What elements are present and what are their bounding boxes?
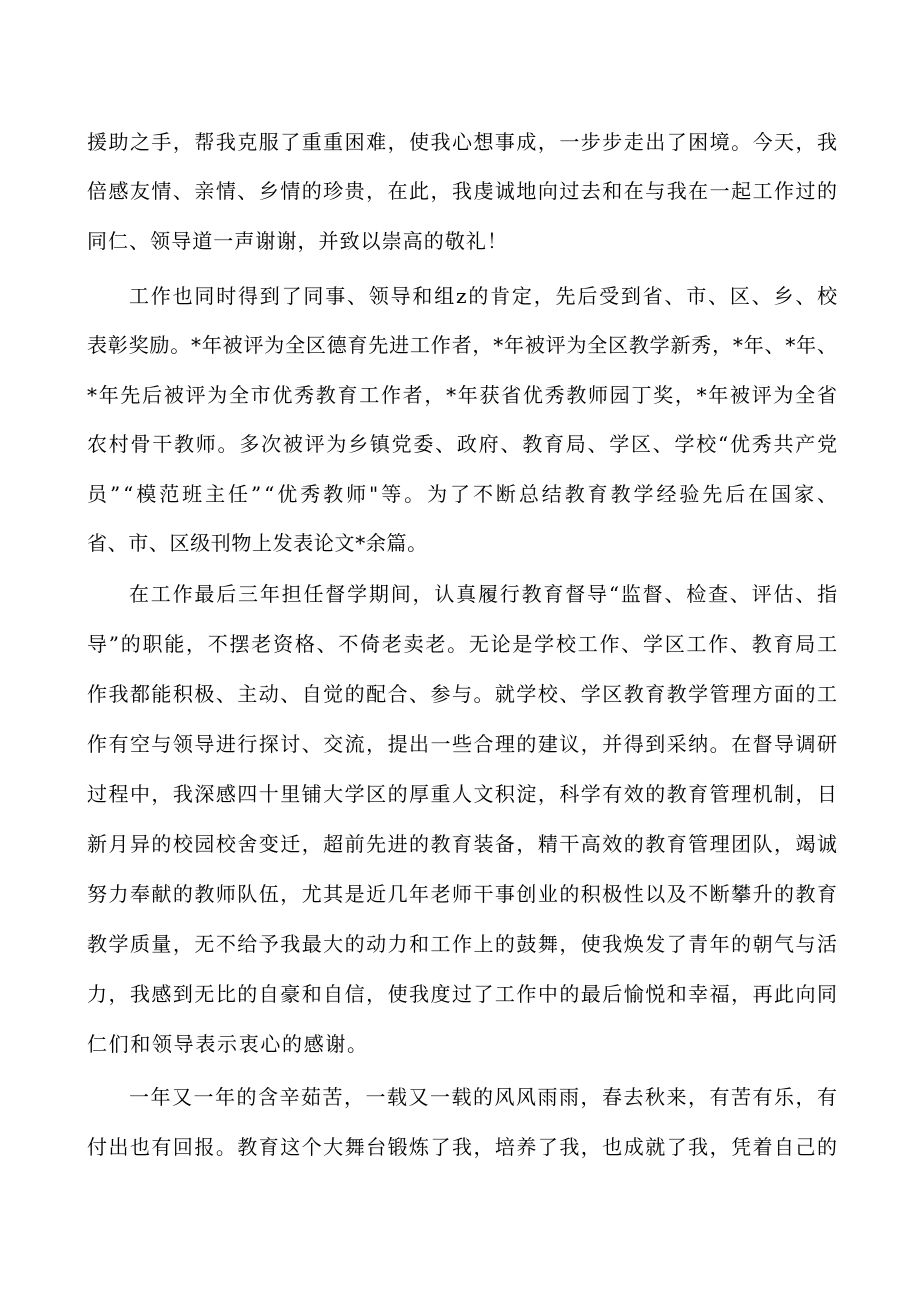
text-line: 导”的职能，不摆老资格、不倚老卖老。无论是学校工作、学区工作、教育局工: [87, 632, 839, 656]
text-line: 过程中，我深感四十里铺大学区的厚重人文积淀，科学有效的教育管理机制，日: [87, 782, 839, 806]
text-line: 同仁、领导道一声谢谢，并致以崇高的敬礼！: [87, 229, 508, 253]
text-line: 倍感友情、亲情、乡情的珍贵，在此，我虔诚地向过去和在与我在一起工作过的: [87, 179, 839, 203]
text-line: 员”“模范班主任”“优秀教师"等。为了不断总结教育教学经验先后在国家、: [87, 482, 840, 506]
text-line: 省、市、区级刊物上发表论文*余篇。: [87, 531, 428, 555]
text-line: 仁们和领导表示衷心的感谢。: [87, 1032, 369, 1056]
text-line: 作有空与领导进行探讨、交流，提出一些合理的建议，并得到采纳。在督导调研: [87, 732, 839, 756]
text-line: 新月异的校园校舍变迁，超前先进的教育装备，精干高效的教育管理团队，竭诚: [87, 832, 839, 856]
text-line: 付出也有回报。教育这个大舞台锻炼了我，培养了我，也成就了我，凭着自己的: [87, 1135, 839, 1159]
text-line: 援助之手，帮我克服了重重困难，使我心想事成，一步步走出了困境。今天，我: [87, 130, 839, 154]
text-line: 一年又一年的含辛茹苦，一载又一载的风风雨雨，春去秋来，有苦有乐，有: [129, 1085, 839, 1109]
text-line: 努力奉献的教师队伍，尤其是近几年老师干事创业的积极性以及不断攀升的教育: [87, 882, 839, 906]
text-line: 农村骨干教师。多次被评为乡镇党委、政府、教育局、学区、学校“优秀共产党: [87, 432, 839, 456]
text-line: 表彰奖励。*年被评为全区德育先进工作者，*年被评为全区教学新秀，*年、*年、: [87, 333, 838, 357]
text-line: *年先后被评为全市优秀教育工作者，*年获省优秀教师园丁奖，*年被评为全省: [87, 383, 839, 407]
text-line: 作我都能积极、主动、自觉的配合、参与。就学校、学区教育教学管理方面的工: [87, 682, 839, 706]
text-line: 在工作最后三年担任督学期间，认真履行教育督导“监督、检查、评估、指: [129, 582, 839, 606]
text-line: 工作也同时得到了同事、领导和组z的肯定，先后受到省、市、区、乡、校: [129, 284, 839, 308]
text-line: 力，我感到无比的自豪和自信，使我度过了工作中的最后愉悦和幸福，再此向同: [87, 982, 839, 1006]
text-line: 教学质量，无不给予我最大的动力和工作上的鼓舞，使我焕发了青年的朝气与活: [87, 932, 839, 956]
